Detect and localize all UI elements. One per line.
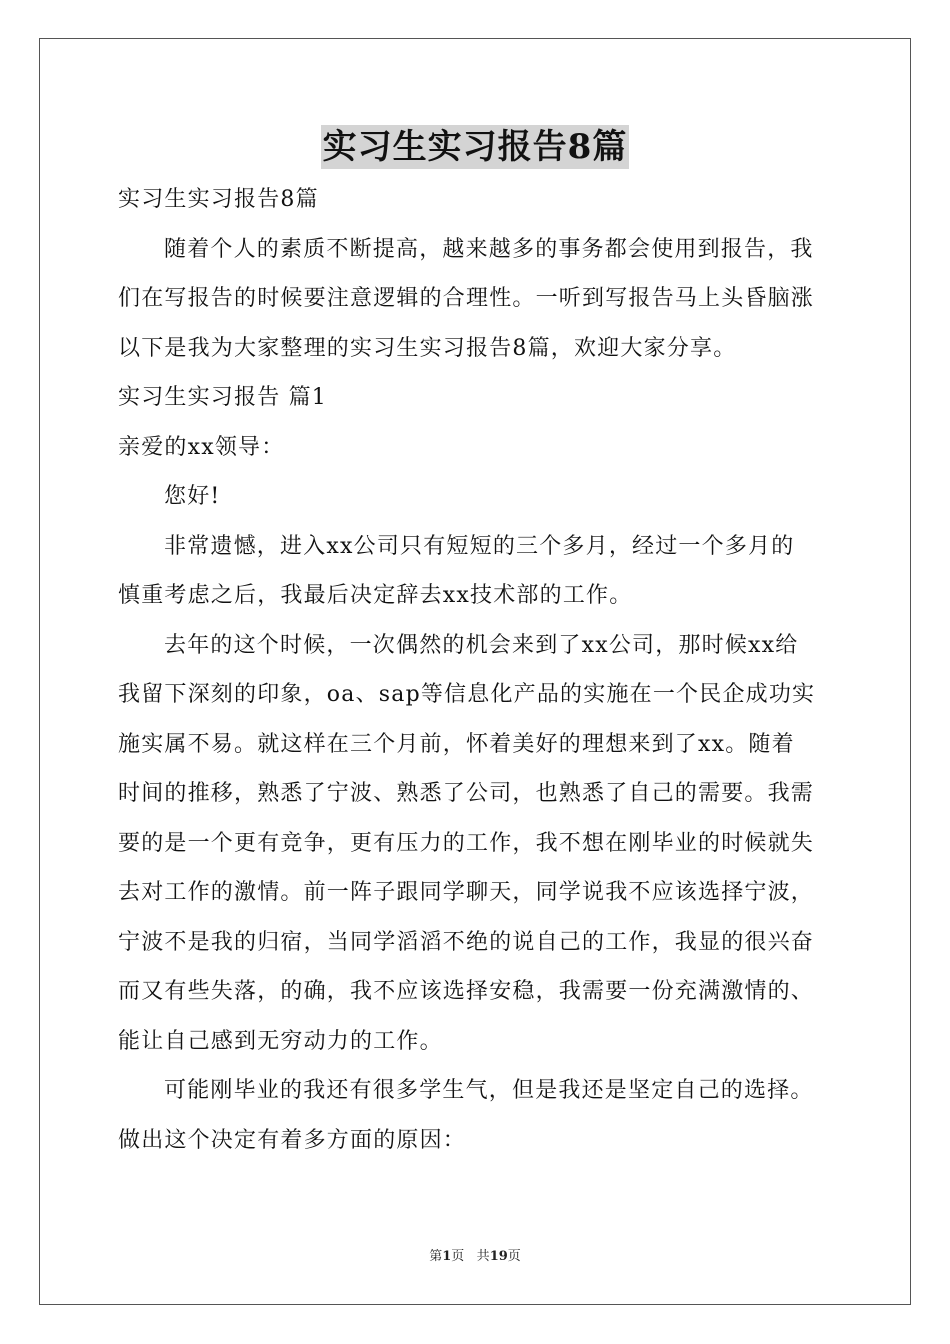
body-line: 要的是一个更有竞争，更有压力的工作，我不想在刚毕业的时候就失 bbox=[118, 830, 815, 856]
body-line: 宁波不是我的归宿，当同学滔滔不绝的说自己的工作，我显的很兴奋 bbox=[118, 929, 815, 955]
body-line: 随着个人的素质不断提高，越来越多的事务都会使用到报告，我 bbox=[164, 236, 814, 262]
body-line: 去年的这个时候，一次偶然的机会来到了xx公司，那时候xx给 bbox=[164, 632, 799, 658]
body-line: 实习生实习报告 篇1 bbox=[118, 385, 327, 410]
footer-total-prefix: 共 bbox=[476, 1249, 490, 1264]
document-title: 实习生实习报告8篇 bbox=[322, 127, 628, 167]
footer-page-prefix: 第 bbox=[429, 1249, 443, 1264]
body-line: 做出这个决定有着多方面的原因： bbox=[118, 1127, 467, 1153]
body-line: 施实属不易。就这样在三个月前，怀着美好的理想来到了xx。随着 bbox=[118, 731, 795, 757]
footer-page-total: 19 bbox=[489, 1249, 508, 1264]
body-line: 能让自己感到无穷动力的工作。 bbox=[118, 1028, 443, 1054]
page-footer bbox=[0, 1248, 950, 1266]
body-line: 亲爱的xx领导： bbox=[118, 434, 285, 460]
body-line: 您好! bbox=[164, 484, 221, 509]
body-line: 慎重考虑之后，我最后决定辞去xx技术部的工作。 bbox=[118, 583, 633, 608]
body-line: 非常遗憾，进入xx公司只有短短的三个多月，经过一个多月的 bbox=[164, 533, 795, 559]
footer-page-unit: 页 bbox=[451, 1249, 465, 1264]
body-line: 时间的推移，熟悉了宁波、熟悉了公司，也熟悉了自己的需要。我需 bbox=[118, 781, 815, 806]
body-line: 们在写报告的时候要注意逻辑的合理性。一听到写报告马上头昏脑涨 bbox=[118, 286, 815, 311]
body-line: 而又有些失落，的确，我不应该选择安稳，我需要一份充满激情的、 bbox=[118, 979, 815, 1004]
body-line: 以下是我为大家整理的实习生实习报告8篇，欢迎大家分享。 bbox=[118, 335, 737, 361]
body-line: 我留下深刻的印象，oa、sap等信息化产品的实施在一个民企成功实 bbox=[118, 682, 816, 707]
body-line: 去对工作的激情。前一阵子跟同学聊天，同学说我不应该选择宁波， bbox=[118, 880, 815, 905]
body-line: 实习生实习报告8篇 bbox=[118, 187, 319, 212]
footer-total-unit: 页 bbox=[507, 1249, 521, 1264]
title-wrap bbox=[0, 125, 950, 169]
document-body bbox=[118, 175, 834, 1165]
body-line: 可能刚毕业的我还有很多学生气，但是我还是坚定自己的选择。 bbox=[164, 1078, 814, 1103]
footer-page-current: 1 bbox=[442, 1249, 452, 1264]
